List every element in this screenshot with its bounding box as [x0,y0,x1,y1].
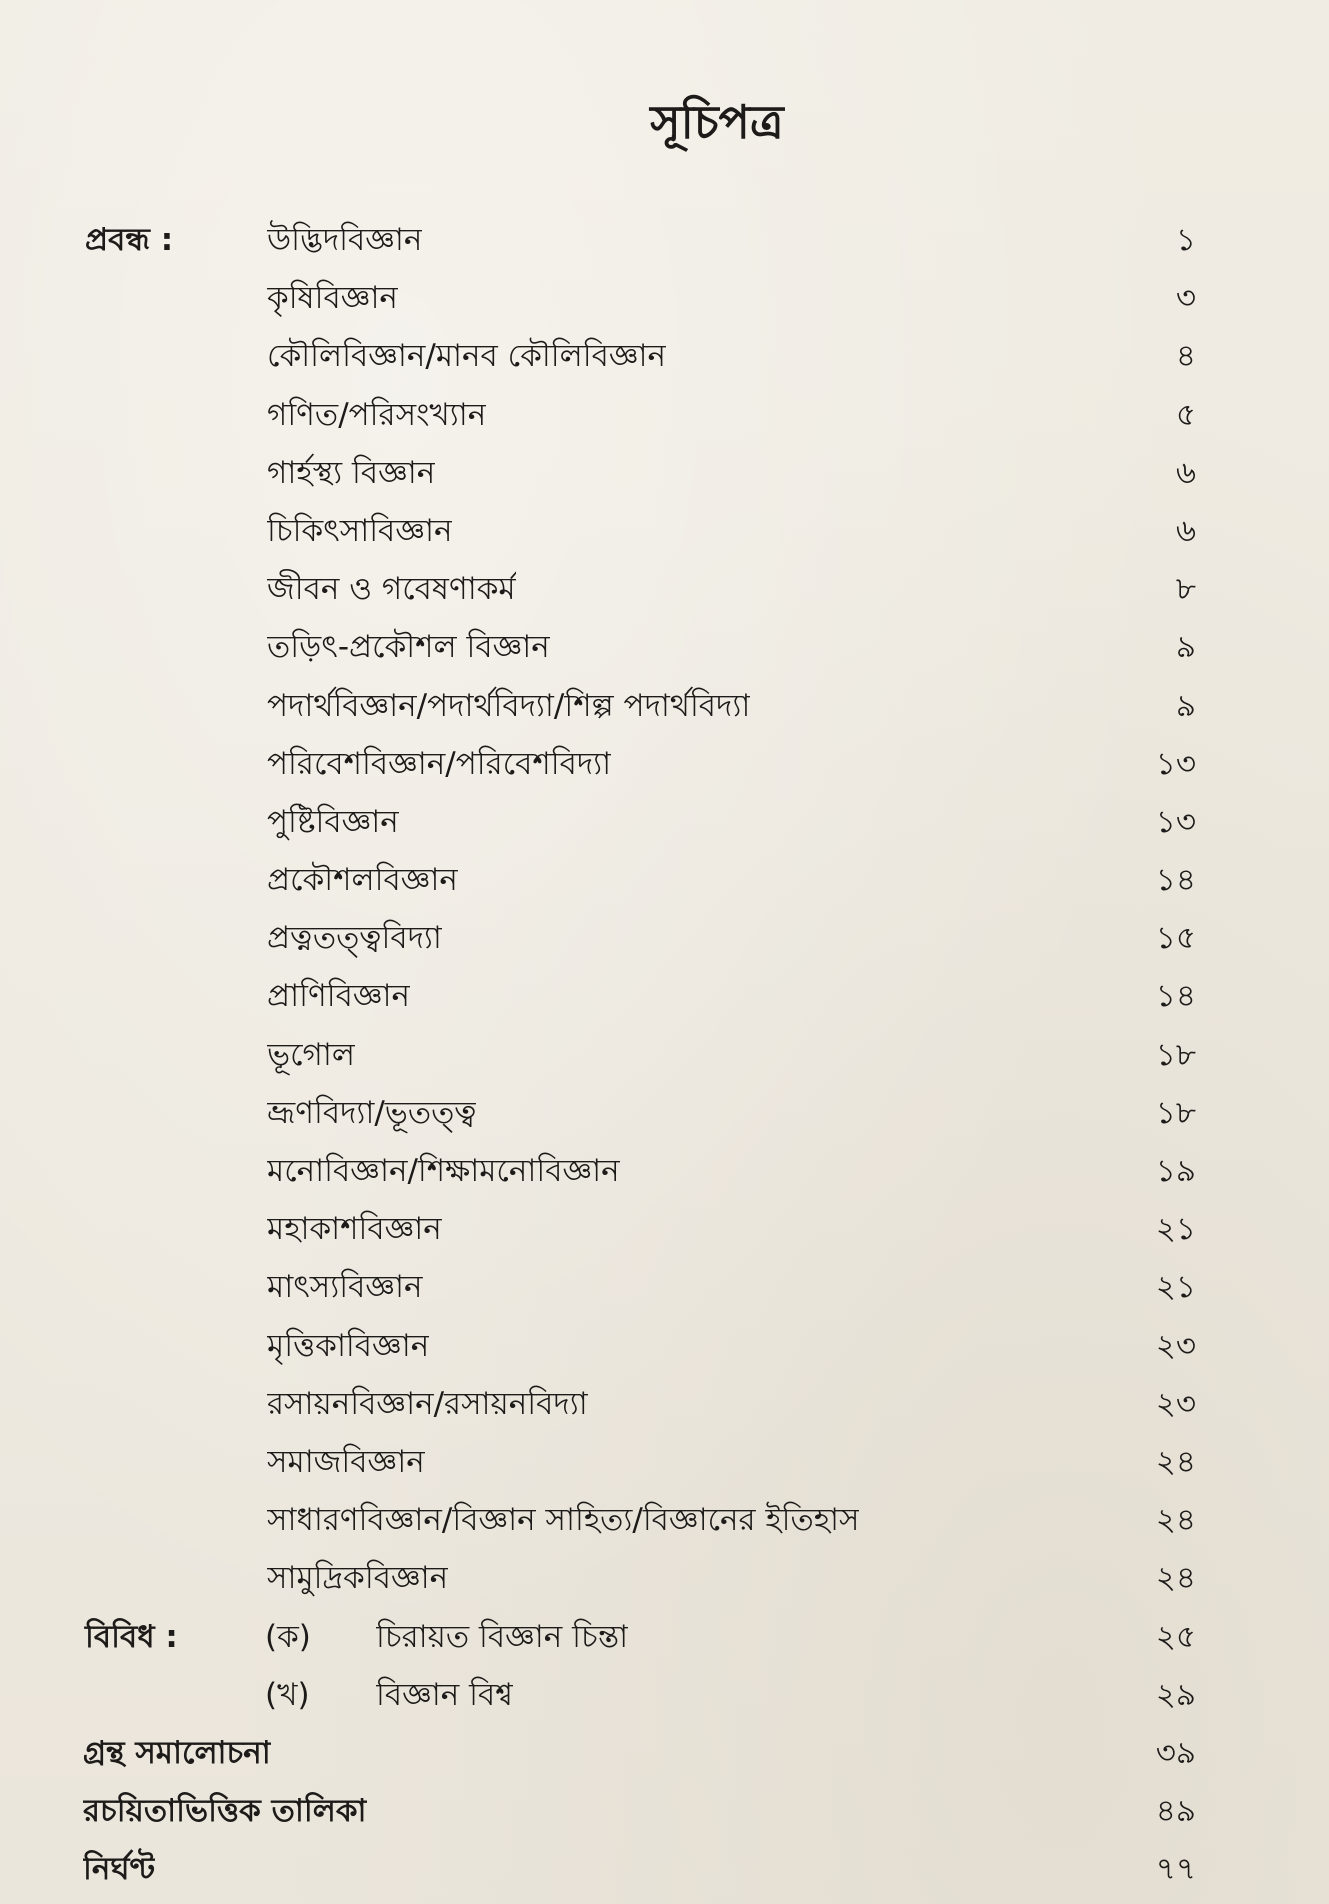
toc-entry-title: জীবন ও গবেষণাকর্ম [267,571,516,608]
toc-entry-title: রসায়নবিজ্ঞান/রসায়নবিদ্যা [267,1385,588,1422]
toc-entry-title: উদ্ভিদবিজ্ঞান [267,222,423,258]
toc-entry [0,444,1329,502]
toc-page-number: ৫ [1175,396,1196,433]
toc-entry [0,677,1329,735]
toc-page-number: ৬ [1175,512,1196,549]
toc-page-number: ৪ [1175,338,1196,375]
toc-entry-title: সামুদ্রিকবিজ্ঞান [267,1560,449,1597]
toc-page-number: ১৯ [1155,1153,1196,1189]
toc-entry-title: পদার্থবিজ্ঞান/পদার্থবিদ্যা/শিল্প পদার্থবিদ্যা [267,687,751,724]
toc-section-title: নির্ঘণ্ট [83,1851,156,1888]
toc-entry-title: কৌলিবিজ্ঞান/মানব কৌলিবিজ্ঞান [267,338,667,375]
toc-page-number: ২৩ [1155,1327,1196,1364]
toc-entry-title: বিজ্ঞান বিশ্ব [376,1676,513,1713]
toc-entry-title: প্রত্নতত্ত্ববিদ্যা [267,920,442,957]
toc-entry-title: গণিত/পরিসংখ্যান [267,396,487,433]
toc-page-number: ২৫ [1155,1618,1196,1655]
toc-entry [0,560,1329,618]
toc-page-number: ২৪ [1155,1443,1196,1480]
toc-entry-title: পরিবেশবিজ্ঞান/পরিবেশবিদ্যা [267,745,612,782]
toc-entry-title: মহাকাশবিজ্ঞান [267,1211,442,1248]
toc-entry-title: তড়িৎ-প্রকৌশল বিজ্ঞান [267,629,550,666]
toc-page-number: ১৫ [1155,920,1196,957]
toc-entry-title: ভূগোল [267,1036,355,1073]
toc-entry [0,1724,1329,1782]
toc-entry [0,1433,1329,1491]
toc-entry [0,211,1329,269]
toc-entry-title: চিকিৎসাবিজ্ঞান [267,512,453,549]
toc-page-number: ৮ [1175,571,1196,608]
toc-page-number: ১৩ [1155,803,1196,840]
section-label-bibidho: বিবিধ : [85,1618,178,1655]
toc-entry-marker: (খ) [265,1676,310,1713]
toc-page-number: ৯ [1175,687,1196,724]
toc-entry-title: পুষ্টিবিজ্ঞান [267,803,399,840]
toc-page-number: ১৮ [1155,1036,1196,1073]
toc-page-number: ৩ [1175,280,1196,317]
toc-entry [0,269,1329,327]
toc-entry-title: চিরায়ত বিজ্ঞান চিন্তা [376,1618,629,1655]
toc-entry [0,1026,1329,1084]
toc-page-number: ২১ [1155,1269,1196,1306]
toc-entry-title: সমাজবিজ্ঞান [267,1443,425,1480]
toc-entry [0,1549,1329,1607]
toc-entry-title: মনোবিজ্ঞান/শিক্ষামনোবিজ্ঞান [267,1153,620,1189]
toc-entry-title: কৃষিবিজ্ঞান [267,280,398,317]
page-title: সূচিপত্র [650,95,784,149]
toc-entry [0,1200,1329,1258]
toc-page-number: ১৩ [1155,745,1196,782]
toc-entry [0,502,1329,560]
toc-entry [0,1608,1329,1666]
toc-entry [0,793,1329,851]
table-of-contents [0,211,1329,1898]
toc-entry-marker: (ক) [265,1618,311,1655]
toc-section-title: রচয়িতাভিত্তিক তালিকা [83,1793,367,1830]
toc-page-number: ৩৯ [1155,1734,1196,1771]
toc-entry [0,1491,1329,1549]
toc-entry [0,1782,1329,1840]
section-label-probondho: প্রবন্ধ : [85,222,174,258]
toc-page-number: ১৪ [1155,978,1196,1015]
toc-entry [0,1142,1329,1200]
toc-entry-title: ভ্রূণবিদ্যা/ভূতত্ত্ব [267,1094,477,1131]
toc-entry [0,1317,1329,1375]
toc-entry-title: সাধারণবিজ্ঞান/বিজ্ঞান সাহিত্য/বিজ্ঞানের ইতিহাস [267,1502,860,1539]
toc-page-number: ২৪ [1155,1502,1196,1539]
toc-section-title: গ্রন্থ সমালোচনা [83,1734,271,1771]
toc-page-number: ২৯ [1155,1676,1196,1713]
toc-page-number: ২৩ [1155,1385,1196,1422]
toc-page-number: ১ [1175,222,1196,258]
toc-page-number: ২১ [1155,1211,1196,1248]
toc-entry [0,1666,1329,1724]
toc-page-number: ৭৭ [1155,1851,1196,1888]
toc-entry [0,909,1329,967]
toc-page-number: ২৪ [1155,1560,1196,1597]
toc-page-number: ৬ [1175,454,1196,491]
toc-entry [0,618,1329,676]
toc-page-number: ৯ [1175,629,1196,666]
toc-entry-title: প্রাণিবিজ্ঞান [267,978,411,1015]
toc-entry-title: মৃত্তিকাবিজ্ঞান [267,1327,430,1364]
toc-page-number: ৪৯ [1155,1793,1196,1830]
toc-entry-title: প্রকৌশলবিজ্ঞান [267,862,458,899]
toc-entry [0,327,1329,385]
toc-entry-title: গার্হস্থ্য বিজ্ঞান [267,454,436,491]
toc-entry [0,386,1329,444]
toc-entry [0,1375,1329,1433]
toc-entry-title: মাৎস্যবিজ্ঞান [267,1269,423,1306]
toc-entry [0,1084,1329,1142]
toc-entry [0,735,1329,793]
toc-page-number: ১৮ [1155,1094,1196,1131]
toc-entry [0,1258,1329,1316]
toc-page-number: ১৪ [1155,862,1196,899]
toc-entry [0,967,1329,1025]
toc-entry [0,1840,1329,1898]
toc-entry [0,851,1329,909]
